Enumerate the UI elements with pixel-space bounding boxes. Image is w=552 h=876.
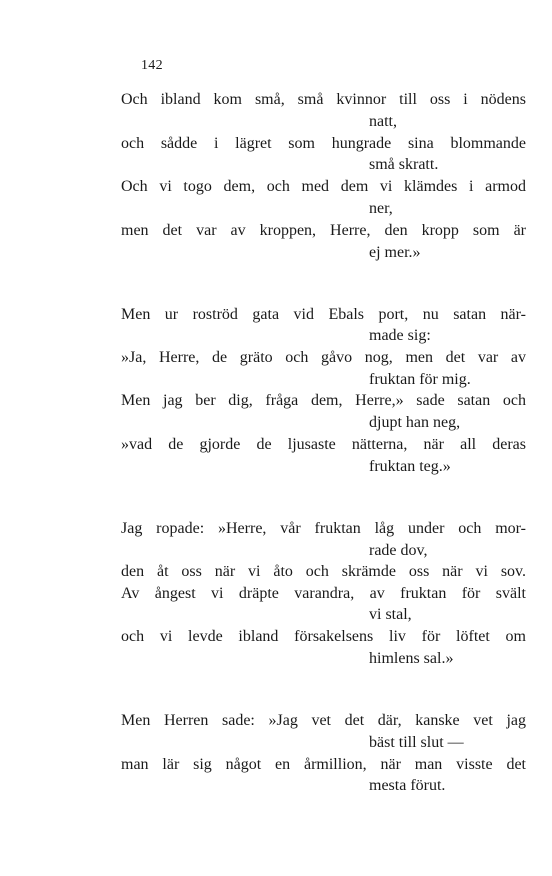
poem-line-continuation: vi stal,: [369, 606, 412, 623]
poem-line: Men ur roströd gata vid Ebals port, nu satan när-: [121, 306, 526, 323]
poem-line-continuation: fruktan för mig.: [369, 371, 471, 388]
poem-line: »vad de gjorde de ljusaste nätterna, när all deras: [121, 436, 526, 453]
poem-line: Men Herren sade: »Jag vet det där, kanske vet jag: [121, 712, 526, 729]
poem-line-continuation: bäst till slut —: [369, 734, 464, 751]
poem-line: »Ja, Herre, de gräto och gåvo nog, men det var av: [121, 349, 526, 366]
page-number: 142: [141, 58, 163, 73]
poem-line: och vi levde ibland försakelsens liv för löftet om: [121, 628, 526, 645]
poem-line-continuation: natt,: [369, 113, 397, 130]
poem-line-continuation: rade dov,: [369, 542, 428, 559]
poem-line: Men jag ber dig, fråga dem, Herre,» sade satan och: [121, 392, 526, 409]
poem-line-continuation: små skratt.: [369, 156, 439, 173]
poem-line-continuation: made sig:: [369, 327, 431, 344]
poem-line-continuation: ej mer.»: [369, 244, 421, 261]
poem-line: men det var av kroppen, Herre, den kropp som är: [121, 222, 526, 239]
poem-line: man lär sig något en årmillion, när man visste det: [121, 756, 526, 773]
poem-line: och sådde i lägret som hungrade sina blommande: [121, 135, 526, 152]
poem-line: Av ångest vi dräpte varandra, av fruktan för svält: [121, 585, 526, 602]
poem-line: Och ibland kom små, små kvinnor till oss i nödens: [121, 91, 526, 108]
poem-line: Jag ropade: »Herre, vår fruktan låg under och mor-: [121, 520, 526, 537]
poem-line-continuation: djupt han neg,: [369, 414, 461, 431]
poem-line: Och vi togo dem, och med dem vi klämdes i armod: [121, 178, 526, 195]
poem-line-continuation: mesta förut.: [369, 777, 446, 794]
poem-line: den åt oss när vi åto och skrämde oss när vi sov.: [121, 563, 526, 580]
poem-line-continuation: fruktan teg.»: [369, 458, 451, 475]
poem-line-continuation: himlens sal.»: [369, 650, 454, 667]
poem-line-continuation: ner,: [369, 200, 393, 217]
